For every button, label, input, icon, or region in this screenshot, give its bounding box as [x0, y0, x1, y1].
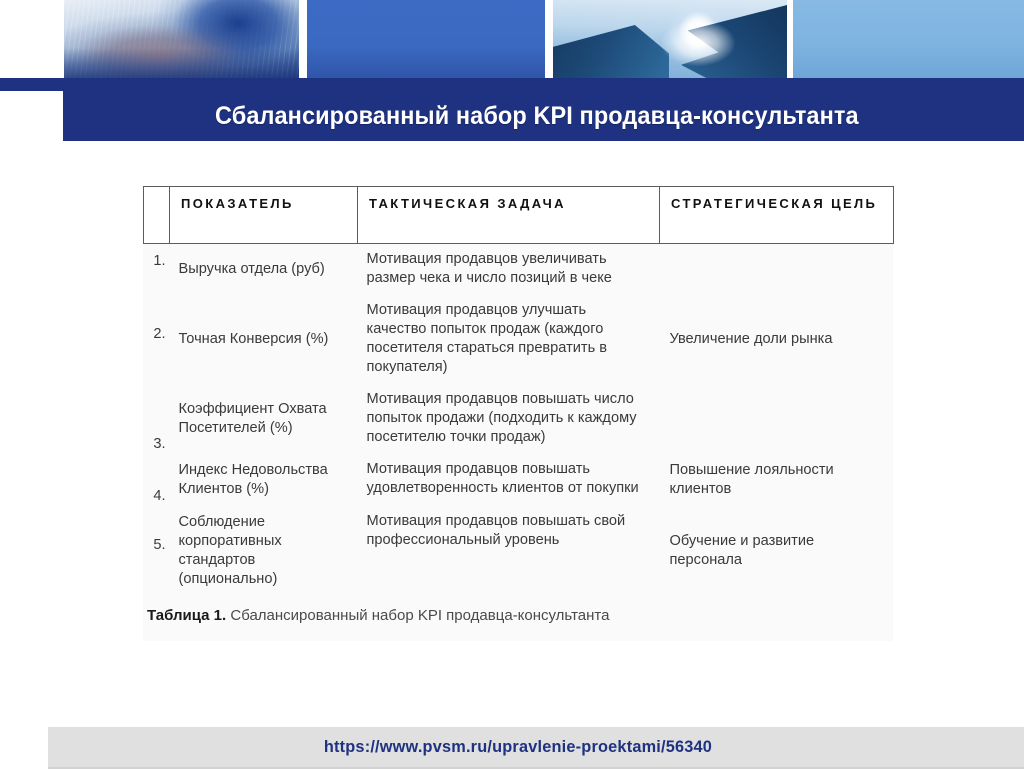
cell-tactical-task: Мотивация продавцов увеличивать размер чека и число позиций в чеке — [366, 251, 612, 286]
cell-tactical-task: Мотивация продавцов повышать число попыток продажи (подходить к каждому посетителю точки продаж) — [366, 390, 637, 445]
cell-indicator: Коэффициент Охвата Посетителей (%) — [178, 400, 327, 436]
table-header-row — [144, 187, 894, 244]
page-title: Сбалансированный набор KPI продавца-консультанта — [215, 101, 859, 130]
row-number: 4. — [153, 487, 166, 504]
cell-tactical-task: Мотивация продавцов повышать удовлетворенность клиентов от покупки — [366, 460, 639, 496]
column-header-strategic-goal: СТРАТЕГИЧЕСКАЯ ЦЕЛЬ — [660, 187, 894, 244]
cell-tactical-task: Мотивация продавцов повышать свой профессиональный уровень — [366, 512, 626, 548]
cell-indicator: Индекс Недовольства Клиентов (%) — [178, 461, 328, 497]
column-header-indicator: ПОКАЗАТЕЛЬ — [170, 187, 358, 244]
cell-strategic-goal: Увеличение доли рынка — [669, 330, 833, 347]
top-banner — [0, 0, 1024, 78]
row-number: 1. — [153, 252, 166, 269]
banner-light-blue-block — [793, 0, 1024, 78]
cell-indicator: Выручка отдела (руб) — [178, 260, 325, 277]
table-row — [144, 506, 894, 596]
column-header-number — [144, 187, 170, 244]
row-number: 2. — [153, 325, 166, 342]
source-url[interactable]: https://www.pvsm.ru/upravlenie-proektami/56340 — [323, 737, 712, 756]
table-row — [144, 244, 894, 295]
banner-photo-skyscrapers — [553, 0, 787, 78]
banner-photo-keyboard-hands — [64, 0, 299, 78]
cell-strategic-goal: Обучение и развитие персонала — [669, 532, 815, 568]
table-caption-label: Таблица 1. — [147, 606, 227, 624]
cell-strategic-goal — [660, 244, 894, 295]
slide-title-bar — [63, 91, 1024, 141]
table-body — [144, 244, 894, 596]
row-number: 3. — [153, 435, 166, 452]
cell-strategic-goal — [660, 384, 894, 454]
table-panel — [143, 186, 893, 641]
banner-solid-blue-block — [307, 0, 545, 78]
table-header — [144, 187, 894, 244]
cell-indicator: Соблюдение корпоративных стандартов (опционально) — [178, 513, 282, 587]
table-row — [144, 384, 894, 454]
table-row — [144, 295, 894, 384]
skyscraper-left-shape — [553, 20, 669, 78]
column-header-tactical-task: ТАКТИЧЕСКАЯ ЗАДАЧА — [358, 187, 660, 244]
kpi-table — [143, 186, 894, 596]
cell-indicator: Точная Конверсия (%) — [178, 330, 329, 347]
table-caption — [143, 596, 893, 636]
table-row — [144, 454, 894, 506]
cell-strategic-goal: Повышение лояльности клиентов — [669, 461, 834, 497]
navy-accent-stripe — [0, 78, 1024, 91]
row-number: 5. — [153, 537, 166, 554]
table-caption-text: Сбалансированный набор KPI продавца-консультанта — [226, 606, 610, 624]
footer-bar — [48, 727, 1024, 769]
cell-tactical-task: Мотивация продавцов улучшать качество попыток продаж (каждого посетителя стараться превратить в покупателя) — [366, 301, 608, 375]
sun-glow-icon — [661, 20, 735, 66]
